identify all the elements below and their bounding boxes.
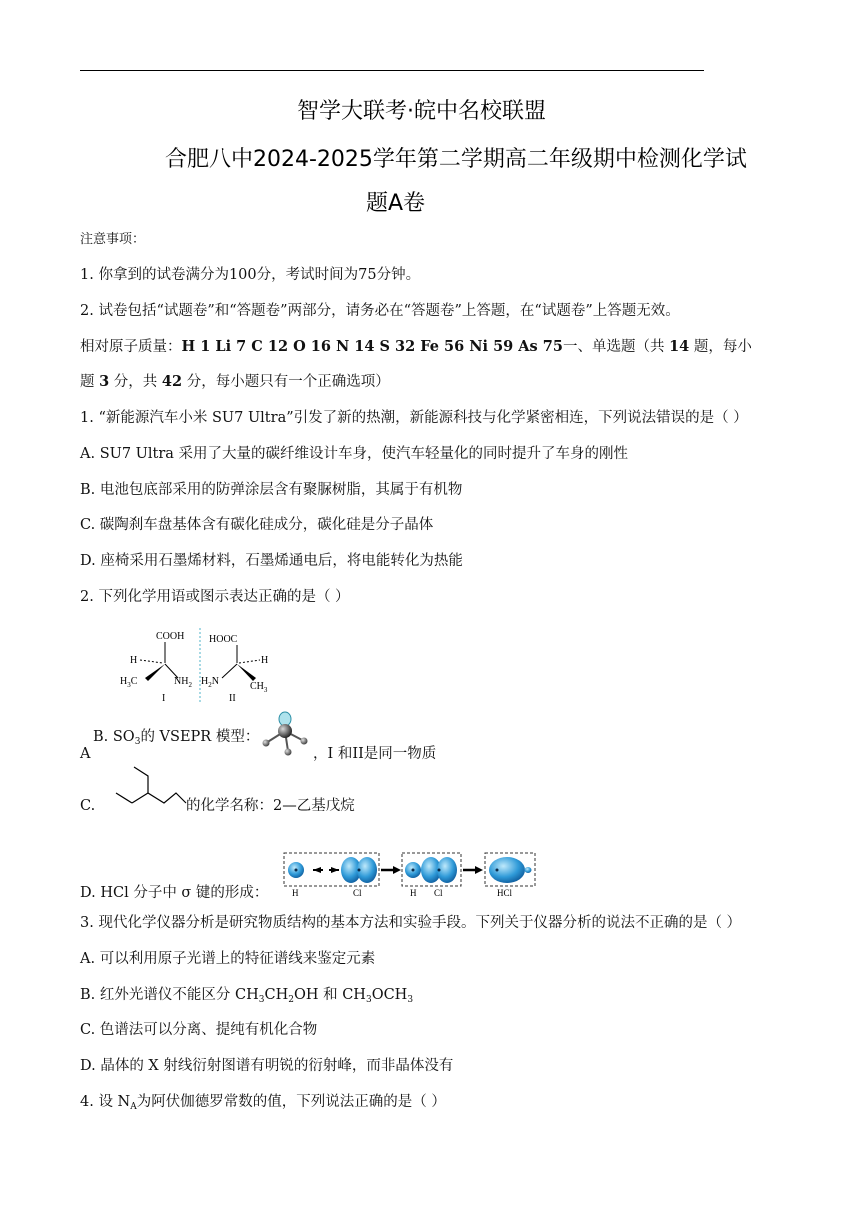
q2-option-c-letter: C. — [80, 798, 96, 814]
d-label-cl2: Cl — [434, 888, 443, 898]
mol2-bond-hash — [239, 660, 260, 663]
q3-b-sub: 3 — [407, 995, 414, 1005]
q2-stem: 2. 下列化学用语或图示表达正确的是（ ） — [80, 589, 350, 605]
d-label-h1: H — [292, 888, 299, 898]
q3-option-a: A. 可以利用原子光谱上的特征谱线来鉴定元素 — [80, 951, 376, 967]
q3-b-sub: 3 — [365, 995, 372, 1005]
mol2-bond-n — [222, 664, 237, 678]
q2-option-d-text: D. HCl 分子中 σ 键的形成： — [80, 885, 269, 901]
section-heading-line2 — [80, 373, 390, 391]
q3-option-c: C. 色谱法可以分离、提纯有机化合物 — [80, 1022, 318, 1038]
mol2-ch3: $CH_3$ — [250, 681, 268, 694]
mol2-label: II — [229, 693, 236, 704]
q2-option-a-letter: A — [80, 746, 91, 762]
q3-option-b — [80, 986, 413, 1009]
points-total: 42 — [161, 373, 183, 390]
q3-b-sub: 3 — [258, 995, 265, 1005]
q3-option-d: D. 晶体的 X 射线衍射图谱有明锐的衍射峰，而非晶体没有 — [80, 1058, 454, 1074]
q2-option-c-text: 的化学名称：2—乙基戊烷 — [186, 798, 355, 814]
exam-title-line2: 合肥八中2024-2025学年第二学期高二年级期中检测化学试 — [165, 147, 747, 172]
notice-item-1: 1. 你拿到的试卷满分为100分，考试时间为75分钟。 — [80, 267, 421, 283]
q4-stem — [80, 1093, 446, 1116]
q2-b-text: B. SO — [93, 729, 135, 745]
notice-item-2: 2. 试卷包括“试题卷”和“答题卷”两部分，请务必在“答题卷”上答题，在“试题卷”上答题无效。 — [80, 303, 680, 319]
section-heading-b: 题，每小 — [689, 339, 752, 355]
q3-b-text: OH 和 CH — [293, 987, 366, 1003]
q4-text: 为阿伏伽德罗常数的值，下列说法正确的是（ ） — [136, 1094, 446, 1110]
mol1-h3c: $H_3C$ — [120, 676, 138, 689]
header-rule — [80, 70, 704, 71]
q1-option-a: A. SU7 Ultra 采用了大量的碳纤维设计车身，使汽车轻量化的同时提升了车身的刚性 — [80, 446, 629, 462]
q3-b-text: B. 红外光谱仪不能区分 CH — [80, 987, 259, 1003]
skeletal-formula-figure — [112, 765, 188, 809]
notice-heading: 注意事项： — [80, 232, 146, 247]
q4-text: 4. 设 N — [80, 1094, 131, 1110]
q1-option-b: B. 电池包底部采用的防弹涂层含有聚脲树脂，其属于有机物 — [80, 482, 463, 498]
q1-option-c: C. 碳陶刹车盘基体含有碳化硅成分，碳化硅是分子晶体 — [80, 517, 434, 533]
so3-vsepr-model-icon — [258, 711, 318, 759]
q3-b-text: OCH — [371, 987, 408, 1003]
section-heading-a: 一、单选题（共 — [562, 339, 670, 355]
exam-title-line3: 题A卷 — [366, 191, 426, 216]
q1-option-d: D. 座椅采用石墨烯材料，石墨烯通电后，将电能转化为热能 — [80, 553, 463, 569]
mol1-wedge — [145, 664, 165, 681]
section-text: 题 — [80, 374, 100, 390]
q3-b-sub: 2 — [288, 995, 294, 1005]
mol2-hooc: HOOC — [209, 634, 238, 645]
mol2-h: H — [261, 655, 269, 666]
question-count: 14 — [669, 338, 690, 355]
q2-option-b — [93, 728, 259, 751]
mol1-bond-hash — [140, 660, 163, 663]
mol1-nh2: $NH_2$ — [174, 676, 192, 689]
section-text: 分，共 — [109, 374, 162, 390]
q1-stem: 1. “新能源汽车小米 SU7 Ultra”引发了新的热潮，新能源科技与化学紧密相连，下列说法错误的是（ ） — [80, 410, 748, 426]
hcl-sigma-bond-formation-figure — [283, 852, 537, 898]
q3-b-text: CH — [264, 987, 289, 1003]
q2-b-text: 的 VSEPR 模型： — [140, 729, 260, 745]
exam-title-line1: 智学大联考·皖中名校联盟 — [297, 99, 546, 124]
alanine-enantiomers-figure — [110, 622, 290, 707]
q3-stem: 3. 现代化学仪器分析是研究物质结构的基本方法和实验手段。下列关于仪器分析的说法不正确的是（ ） — [80, 915, 742, 931]
d-label-hcl: HCl — [497, 888, 513, 898]
points-each: 3 — [99, 373, 110, 390]
d-label-cl1: Cl — [353, 888, 362, 898]
mol1-cooh: COOH — [156, 631, 185, 642]
q2-b-sub: 3 — [134, 737, 141, 747]
mol1-h: H — [130, 655, 138, 666]
mol1-label: I — [162, 693, 166, 704]
atomic-masses-line — [80, 338, 752, 356]
d-label-h2: H — [410, 888, 417, 898]
atomic-masses-values: H 1 Li 7 C 12 O 16 N 14 S 32 Fe 56 Ni 59 As 75 — [181, 338, 563, 355]
q4-sub: A — [130, 1102, 137, 1112]
mol2-wedge — [237, 664, 256, 681]
section-text: 分，每小题只有一个正确选项） — [182, 374, 390, 390]
q2-option-a-text: ，I 和II是同一物质 — [313, 746, 437, 762]
mol2-h2n: $H_2N$ — [201, 676, 219, 689]
atomic-masses-label: 相对原子质量： — [80, 339, 182, 355]
